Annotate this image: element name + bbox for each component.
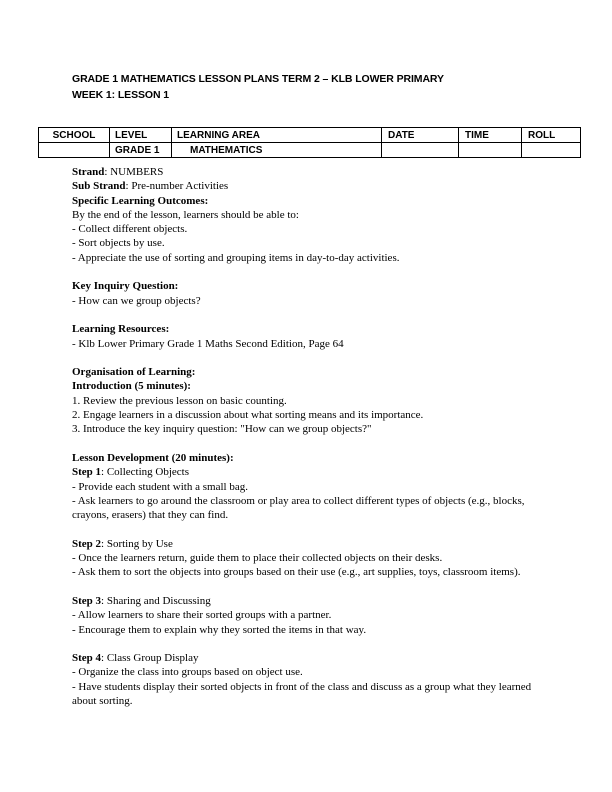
- list-item: - Ask them to sort the objects into groups based on their use (e.g., art supplies, toys, classroom items).: [72, 566, 521, 579]
- list-item: - Klb Lower Primary Grade 1 Maths Second Edition, Page 64: [72, 337, 344, 350]
- table-header-row: [39, 128, 581, 143]
- strand-line: [72, 165, 552, 179]
- sub-strand-label: Sub Strand: [72, 180, 126, 193]
- list-item: 3. Introduce the key inquiry question: "How can we group objects?": [72, 423, 372, 436]
- list-item: - Collect different objects.: [72, 223, 188, 236]
- strand-value: : NUMBERS: [104, 166, 164, 178]
- strand-label: Strand: [72, 166, 105, 178]
- step-label: Step 1: [72, 466, 102, 479]
- list-item: 2. Engage learners in a discussion about what sorting means and its importance.: [72, 409, 424, 422]
- list-item: - Sort objects by use.: [72, 237, 165, 250]
- cell-roll: [522, 143, 581, 158]
- step-label: Step 2: [72, 537, 102, 550]
- header-cell-roll: ROLL: [522, 128, 581, 143]
- outcomes-intro: By the end of the lesson, learners should be able to:: [72, 208, 299, 221]
- lesson-subtitle: WEEK 1: LESSON 1: [72, 89, 170, 101]
- introduction-heading: Introduction (5 minutes):: [72, 380, 191, 393]
- cell-level: GRADE 1: [110, 143, 172, 158]
- cell-learning-area: MATHEMATICS: [172, 143, 382, 158]
- list-item: 1. Review the previous lesson on basic counting.: [72, 394, 287, 407]
- step-label: Step 4: [72, 652, 102, 665]
- inquiry-heading: Key Inquiry Question:: [72, 280, 179, 293]
- step-title: : Collecting Objects: [101, 466, 190, 479]
- resources-heading: Learning Resources:: [72, 323, 170, 336]
- list-item: - Provide each student with a small bag.: [72, 480, 248, 493]
- list-item: - Have students display their sorted objects in front of the class and discuss as a group what they learned about sorting.: [72, 680, 532, 707]
- outcomes-heading: Specific Learning Outcomes:: [72, 194, 209, 207]
- list-item: - Encourage them to explain why they sorted the items in that way.: [72, 623, 367, 636]
- table-row: [39, 143, 581, 158]
- header-cell-level: LEVEL: [110, 128, 172, 143]
- list-item: - Ask learners to go around the classroom or play area to collect different types of objects (e.g., blocks, crayons, erasers) that they can find.: [72, 494, 525, 522]
- step-title: : Class Group Display: [101, 652, 199, 665]
- cell-time: [459, 143, 522, 158]
- list-item: - Once the learners return, guide them to place their collected objects on their desks.: [72, 552, 443, 565]
- step-title: : Sorting by Use: [101, 537, 173, 550]
- step-heading: [72, 594, 552, 608]
- lesson-info-table: [38, 127, 581, 158]
- lesson-body: [72, 165, 552, 708]
- sub-strand-line: [72, 179, 552, 193]
- cell-date: [382, 143, 459, 158]
- organisation-heading: Organisation of Learning:: [72, 366, 196, 379]
- step-heading: [72, 465, 552, 479]
- step-heading: [72, 537, 552, 551]
- list-item: - Appreciate the use of sorting and grouping items in day-to-day activities.: [72, 251, 400, 264]
- step-label: Step 3: [72, 594, 102, 607]
- sub-strand-value: : Pre-number Activities: [125, 180, 229, 193]
- header-cell-time: TIME: [459, 128, 522, 143]
- list-item: - Organize the class into groups based on object use.: [72, 666, 303, 679]
- header-cell-learning-area: LEARNING AREA: [172, 128, 382, 143]
- step-title: : Sharing and Discussing: [101, 594, 211, 607]
- header-cell-school: SCHOOL: [39, 128, 110, 143]
- list-item: - Allow learners to share their sorted groups with a partner.: [72, 609, 332, 622]
- header-cell-date: DATE: [382, 128, 459, 143]
- list-item: - How can we group objects?: [72, 294, 201, 307]
- cell-school: [39, 143, 110, 158]
- development-heading: Lesson Development (20 minutes):: [72, 451, 234, 464]
- document-title: GRADE 1 MATHEMATICS LESSON PLANS TERM 2 – KLB LOWER PRIMARY: [72, 73, 444, 85]
- step-heading: [72, 651, 552, 665]
